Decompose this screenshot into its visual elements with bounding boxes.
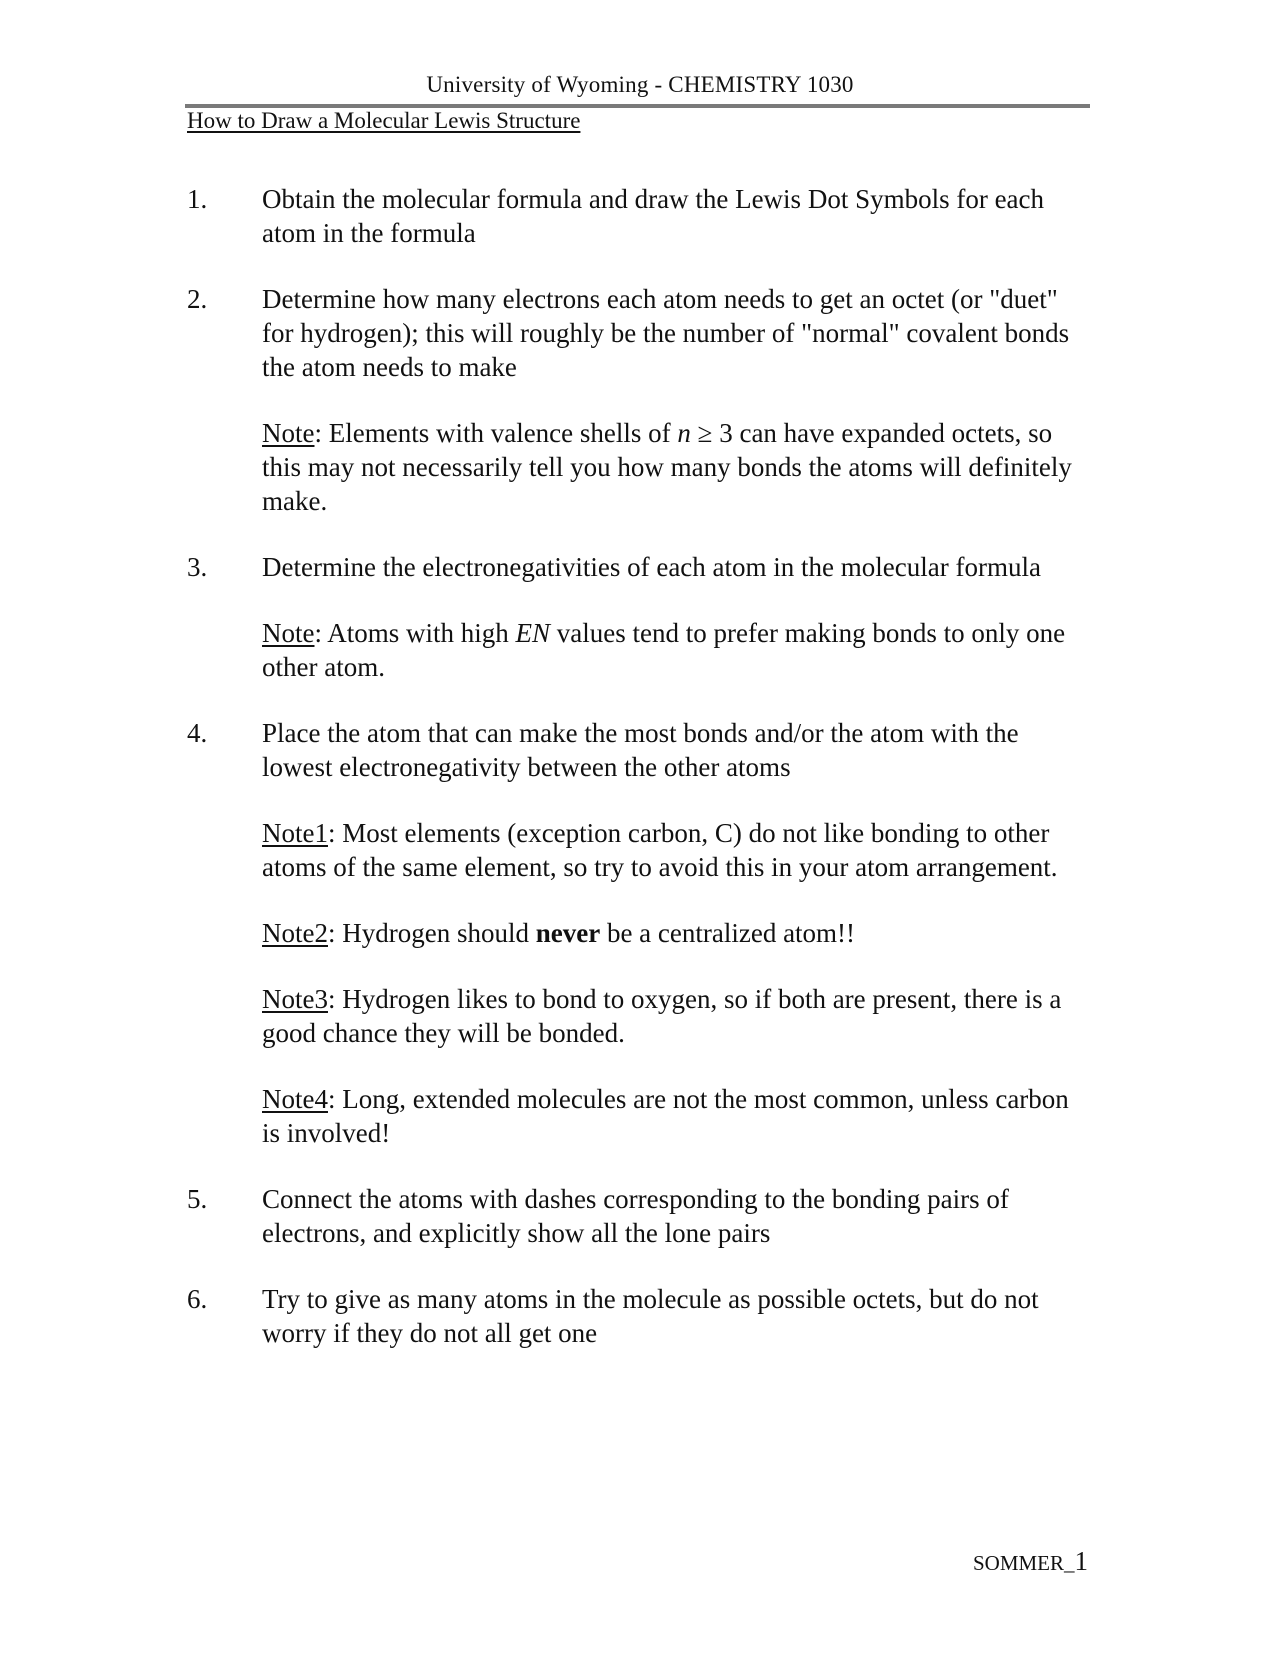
step-number: 3. bbox=[187, 552, 208, 582]
note-text: : Most elements (exception carbon, C) do not like bonding to other atoms of the same element, so try to avoid this in your atom arrangement. bbox=[262, 818, 1058, 882]
note-label: Note3 bbox=[262, 984, 328, 1014]
step-number: 1. bbox=[187, 184, 208, 214]
note-variable: EN bbox=[515, 618, 551, 648]
note-text: : Hydrogen likes to bond to oxygen, so if both are present, there is a good chance they will be bonded. bbox=[262, 984, 1062, 1048]
step-3 bbox=[0, 550, 1280, 684]
step-4 bbox=[0, 716, 1280, 1150]
note-emphasis: never bbox=[535, 918, 601, 948]
note-text: : Atoms with high bbox=[314, 618, 516, 648]
steps-list bbox=[0, 182, 1280, 1382]
document-subtitle: How to Draw a Molecular Lewis Structure bbox=[187, 108, 581, 133]
step-note bbox=[262, 416, 1092, 518]
step-5 bbox=[0, 1182, 1280, 1250]
note-variable: n bbox=[677, 418, 691, 448]
step-text: Connect the atoms with dashes corresponding to the bonding pairs of electrons, and explicitly show all the lone pairs bbox=[262, 1184, 1009, 1248]
step-2 bbox=[0, 282, 1280, 518]
note-text: : Hydrogen should bbox=[327, 918, 536, 948]
note-label: Note1 bbox=[262, 818, 328, 848]
note-text: be a centralized atom!! bbox=[600, 918, 856, 948]
note-text: : Elements with valence shells of bbox=[314, 418, 678, 448]
step-note bbox=[262, 616, 1092, 684]
step-note-4 bbox=[262, 1082, 1092, 1150]
footer-author: SOMMER_ bbox=[972, 1551, 1075, 1575]
note-label: Note4 bbox=[262, 1084, 328, 1114]
note-text: : Long, extended molecules are not the most common, unless carbon is involved! bbox=[262, 1084, 1069, 1148]
note-label: Note bbox=[262, 418, 315, 448]
step-text: Determine how many electrons each atom needs to get an octet (or "duet" for hydrogen); this will roughly be the number of "normal" covalent bonds the atom needs to make bbox=[262, 284, 1070, 382]
step-number: 6. bbox=[187, 1284, 208, 1314]
note-text: values tend to prefer making bonds to only one other atom. bbox=[262, 618, 1066, 682]
step-number: 5. bbox=[187, 1184, 208, 1214]
step-note-3 bbox=[262, 982, 1092, 1050]
page-number: 1 bbox=[1074, 1546, 1088, 1576]
step-number: 4. bbox=[187, 718, 208, 748]
step-1 bbox=[0, 182, 1280, 250]
page-header: University of Wyoming - CHEMISTRY 1030 bbox=[426, 72, 854, 97]
note-text: ≥ 3 can have expanded octets, so this may not necessarily tell you how many bonds the atoms will definitely make. bbox=[262, 418, 1072, 516]
page-footer bbox=[973, 1546, 1088, 1577]
step-6 bbox=[0, 1282, 1280, 1350]
step-note-1 bbox=[262, 816, 1092, 884]
step-text: Try to give as many atoms in the molecule as possible octets, but do not worry if they do not all get one bbox=[262, 1284, 1039, 1348]
step-text: Place the atom that can make the most bonds and/or the atom with the lowest electronegativity between the other atoms bbox=[262, 718, 1019, 782]
step-text: Determine the electronegativities of each atom in the molecular formula bbox=[262, 552, 1041, 582]
step-text: Obtain the molecular formula and draw the Lewis Dot Symbols for each atom in the formula bbox=[262, 184, 1045, 248]
note-label: Note bbox=[262, 618, 315, 648]
step-note-2 bbox=[262, 916, 1092, 950]
note-label: Note2 bbox=[262, 918, 328, 948]
step-number: 2. bbox=[187, 284, 208, 314]
